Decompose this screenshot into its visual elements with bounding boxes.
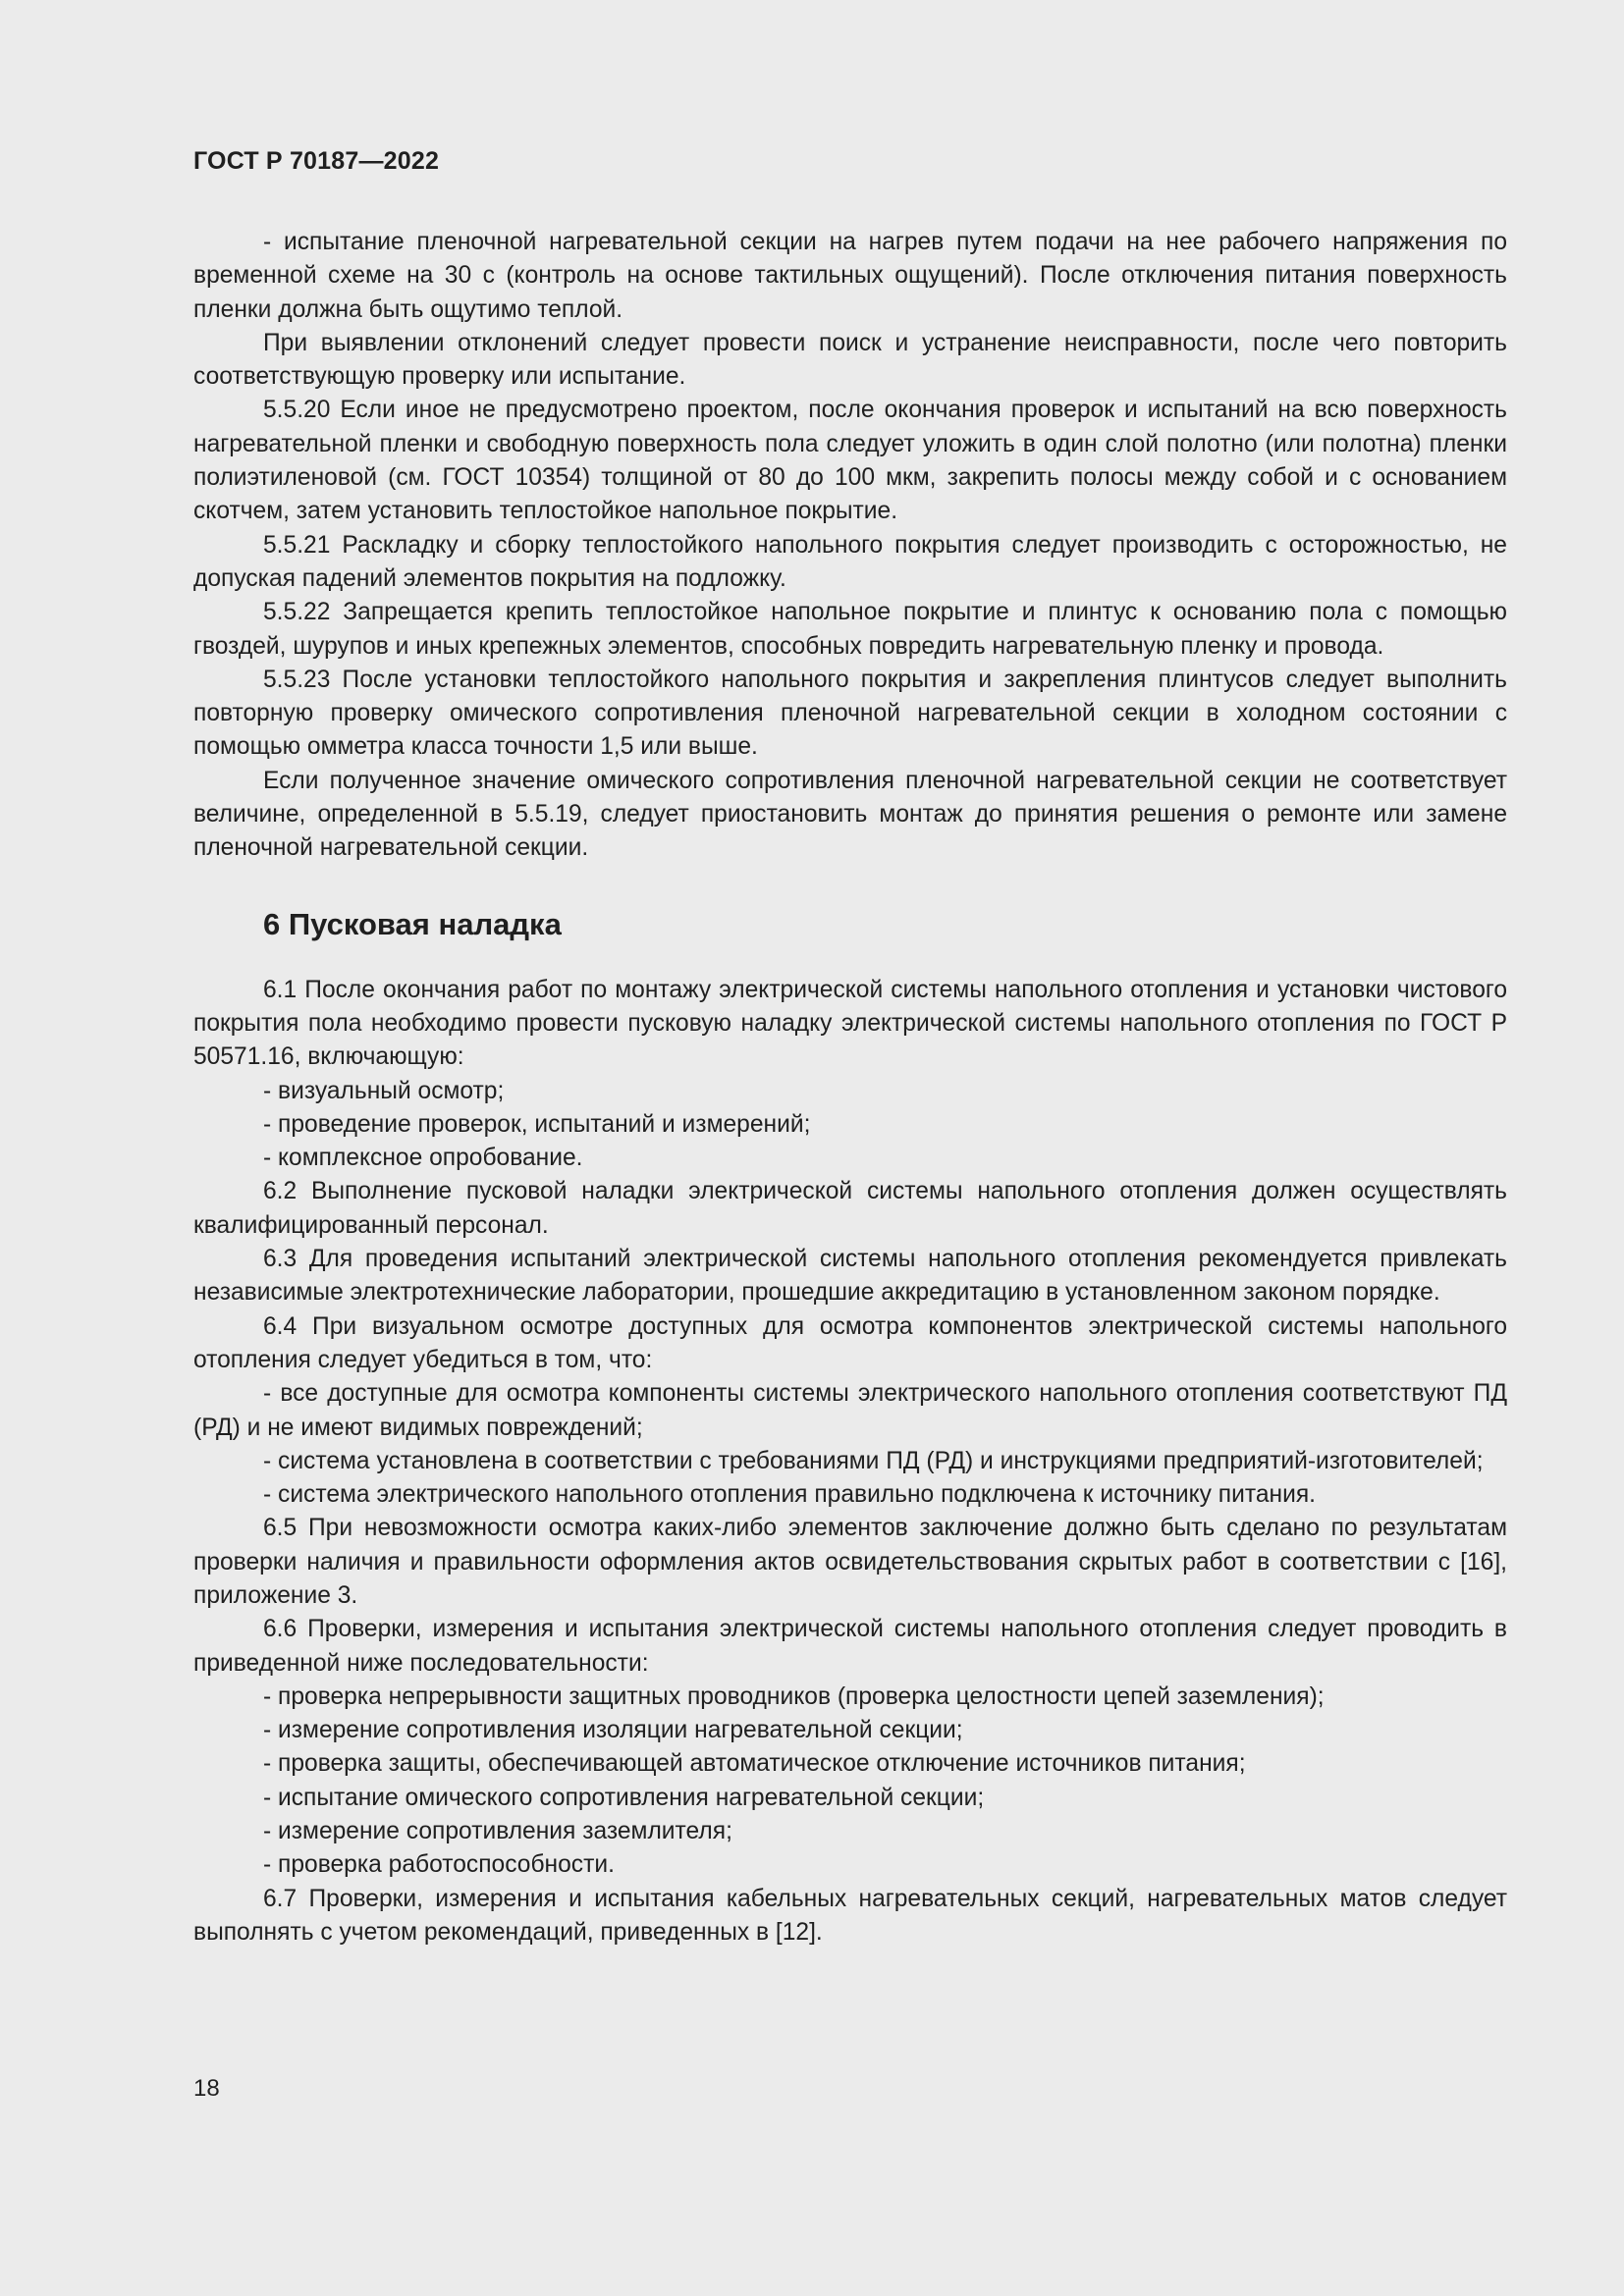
paragraph-5-5-21: 5.5.21 Раскладку и сборку теплостойкого напольного покрытия следует производить с осторожностью, не допуская падений элементов покрытия на подложку. [193,531,1507,592]
list-item: - проведение проверок, испытаний и измерений; [263,1110,811,1138]
paragraph-6-5: 6.5 При невозможности осмотра каких-либо элементов заключение должно быть сделано по результатам проверки наличия и правильности оформления актов освидетельствования скрытых работ в соответствии с [16], приложение 3. [193,1515,1507,1609]
list-item: - измерение сопротивления изоляции нагревательной секции; [263,1717,963,1744]
list-item: - измерение сопротивления заземлителя; [263,1818,732,1845]
paragraph-6-4: 6.4 При визуальном осмотре доступных для осмотра компонентов электрической системы напольного отопления следует убедиться в том, что: [193,1312,1507,1373]
paragraph-5-5-23: 5.5.23 После установки теплостойкого напольного покрытия и закрепления плинтусов следует выполнить повторную проверку омического сопротивления пленочной нагревательной секции в холодном состоянии с помощью омметра класса точности 1,5 или выше. [193,666,1507,761]
list-item: - система электрического напольного отопления правильно подключена к источнику питания. [263,1481,1316,1509]
paragraph: - испытание пленочной нагревательной секции на нагрев путем подачи на нее рабочего напряжения по временной схеме на 30 с (контроль на основе тактильных ощущений). После отключения питания поверхность пленки должна быть ощутимо теплой. [193,229,1507,323]
list-item: - визуальный осмотр; [263,1077,505,1104]
list-item: - все доступные для осмотра компоненты системы электрического напольного отопления соответствуют ПД (РД) и не имеют видимых повреждений; [193,1380,1507,1441]
paragraph-6-6: 6.6 Проверки, измерения и испытания электрической системы напольного отопления следует проводить в приведенной ниже последовательности: [193,1616,1507,1677]
list-item: - проверка работоспособности. [263,1851,615,1879]
paragraph-6-7: 6.7 Проверки, измерения и испытания кабельных нагревательных секций, нагревательных матов следует выполнять с учетом рекомендаций, приведенных в [12]. [193,1885,1507,1946]
list-item: - проверка непрерывности защитных проводников (проверка целостности цепей заземления); [263,1682,1325,1710]
paragraph-5-5-20: 5.5.20 Если иное не предусмотрено проектом, после окончания проверок и испытаний на всю поверхность нагревательной пленки и свободную поверхность пола следует уложить в один слой полотно (или полотна) пленки полиэтиленовой (см. ГОСТ 10354) толщиной от 80 до 100 мкм, закрепить полосы между собой и с основанием скотчем, затем установить теплостойкое напольное покрытие. [193,397,1507,525]
document-body [193,226,1507,1949]
list-item: - испытание омического сопротивления нагревательной секции; [263,1784,985,1811]
paragraph-6-1: 6.1 После окончания работ по монтажу электрической системы напольного отопления и установки чистового покрытия пола необходимо провести пусковую наладку электрической системы напольного отопления по ГОСТ Р 50571.16, включающую: [193,976,1507,1071]
paragraph: При выявлении отклонений следует провести поиск и устранение неисправности, после чего повторить соответствующую проверку или испытание. [193,329,1507,391]
section-title: 6 Пусковая наладка [263,906,562,941]
paragraph-5-5-22: 5.5.22 Запрещается крепить теплостойкое напольное покрытие и плинтус к основанию пола с помощью гвоздей, шурупов и иных крепежных элементов, способных повредить нагревательную пленку и провода. [193,599,1507,660]
list-item: - проверка защиты, обеспечивающей автоматическое отключение источников питания; [263,1750,1246,1778]
list-item: - комплексное опробование. [263,1145,583,1172]
paragraph-6-3: 6.3 Для проведения испытаний электрической системы напольного отопления рекомендуется привлекать независимые электротехнические лаборатории, прошедшие аккредитацию в установленном законом порядке. [193,1246,1507,1307]
list-item: - система установлена в соответствии с требованиями ПД (РД) и инструкциями предприятий-изготовителей; [263,1447,1484,1474]
page-number: 18 [193,2075,220,2102]
document-header: ГОСТ Р 70187—2022 [193,147,440,175]
paragraph-6-2: 6.2 Выполнение пусковой наладки электрической системы напольного отопления должен осуществлять квалифицированный персонал. [193,1178,1507,1239]
paragraph: Если полученное значение омического сопротивления пленочной нагревательной секции не соответствует величине, определенной в 5.5.19, следует приостановить монтаж до принятия решения о ремонте или замене пленочной нагревательной секции. [193,767,1507,862]
